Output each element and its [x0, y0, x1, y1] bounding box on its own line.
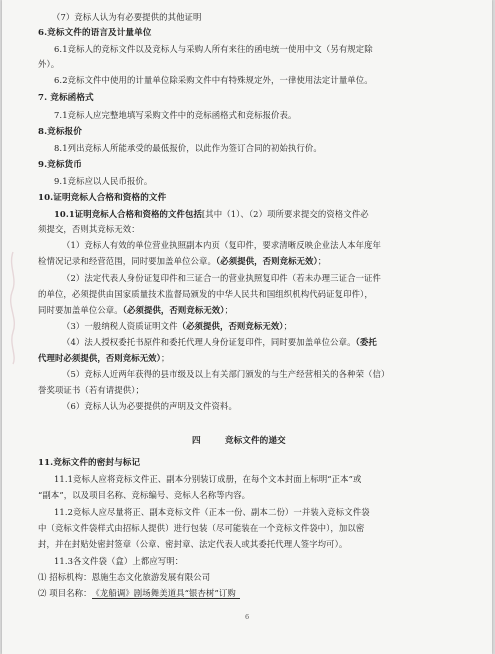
- item-2-cont: 的单位，必须提供由国家质量技术监督局颁发的中华人民共和国组织机构代码证复印件），: [38, 289, 373, 299]
- line-10-1-cont: 须提交，否则其竞标无效：: [38, 224, 140, 234]
- item-2: （2）法定代表人身份证复印件和三证合一的营业执照复印件（若未办理三证合一证件: [62, 273, 382, 283]
- item-3-end: ；: [283, 321, 293, 331]
- item-3-text: （3）一般纳税人资质证明文件: [62, 321, 178, 331]
- item-4-note: （委托: [355, 337, 377, 347]
- item-2-end: ；: [224, 305, 234, 315]
- line-10-1-bold: 10.1证明竞标人合格和资格的文件包括: [54, 209, 202, 219]
- item-2-text: 同时要加盖单位公章。: [38, 305, 123, 315]
- document-page: [2, 0, 492, 654]
- section-4-title: [192, 436, 286, 447]
- item-3-note: （必须提供，否则竞标无效）: [177, 321, 284, 331]
- heading-9: 9.竞标货币: [38, 160, 82, 170]
- line-11-2: 11.2竞标人应尽量将正、副本竞标文件（正本一份、副本二份）一并装入竞标文件袋: [54, 507, 370, 517]
- item-1-cont: [38, 256, 326, 267]
- section-4-label: 竞标文件的递交: [224, 436, 286, 446]
- item-6: （6）竞标人认为必要提供的声明及文件资料。: [62, 401, 237, 411]
- line-7-1: 7.1竞标人应完整地填写采购文件中的竞标函格式和竞标报价表。: [54, 110, 297, 120]
- line-11-3-1: ⑴ 招标机构：恩施生态文化旅游发展有限公司: [38, 572, 211, 582]
- line-10-1: [54, 209, 369, 220]
- heading-8: 8.竞标报价: [38, 127, 82, 137]
- item-4-text: （4）法人授权委托书原件和委托代理人身份证复印件，同时要加盖单位公章。: [62, 337, 356, 347]
- item-1-end: ；: [317, 256, 327, 266]
- line-6-1-cont: 外）。: [38, 59, 60, 69]
- line-11-3: 11.3各文件袋（盒）上都应写明：: [54, 556, 184, 566]
- line-8-1: 8.1列出竞标人所能承受的最低报价，以此作为签订合同的初始执行价。: [54, 143, 322, 153]
- item-2-note: （必须提供，否则竞标无效）: [122, 305, 225, 315]
- item-1-note: （必须提供，否则竞标无效）: [215, 256, 318, 266]
- item-1-text: 检情况记录和经营范围，同时要加盖单位公章。: [38, 256, 216, 266]
- item-3: [62, 321, 292, 332]
- item-4: [62, 337, 377, 348]
- line-6-2: 6.2竞标文件中使用的计量单位除采购文件中有特殊规定外，一律使用法定计量单位。: [54, 75, 373, 85]
- line-6-1: 6.1竞标人的竞标文件以及竞标人与采购人所有来往的函电统一使用中文（另有规定除: [54, 44, 373, 54]
- item-5-cont: 誉奖项证书（若有请提供）；: [38, 385, 144, 395]
- item-4-note-cont: 代理时必须提供，否则竞标无效）: [38, 353, 161, 363]
- heading-10: 10.证明竞标人合格和资格的文件: [38, 193, 167, 203]
- heading-11: 11.竞标文件的密封与标记: [38, 458, 141, 468]
- item-4-end: ；: [160, 353, 170, 363]
- line-11-1: 11.1竞标人应将竞标文件正、副本分别装订成册，在每个文本封面上标明“正本”或: [54, 474, 362, 484]
- item-4-cont: [38, 353, 169, 364]
- item-1: （1）竞标人有效的单位营业执照副本内页（复印件，要求清晰反映企业法人本年度年: [62, 240, 382, 250]
- page-number: 6: [245, 613, 250, 621]
- line-10-1-rest: [其中（1）、（2）项所要求提交的资格文件必: [201, 209, 369, 219]
- line-11-1-cont: “副本”，以及项目名称、竞标编号、竞标人名称等内容。: [38, 490, 251, 500]
- heading-6: 6.竞标文件的语言及计量单位: [38, 28, 152, 38]
- section-4-number: 四: [192, 436, 201, 446]
- project-name-value: 《龙船调》剧场舞美道具“银杏树”订购: [92, 588, 240, 599]
- line-11-2-cont: 中（竞标文件袋样式由招标人提供）进行包装（尽可能装在一个竞标文件袋中），加以密: [38, 523, 365, 533]
- seal-stamp-trace: [6, 248, 20, 368]
- line-9-1: 9.1竞标应以人民币报价。: [54, 176, 153, 186]
- item-2-cont-2: [38, 305, 233, 316]
- heading-7: 7. 竞标函格式: [38, 93, 94, 103]
- line-1: （7）竞标人认为有必要提供的其他证明: [52, 12, 202, 22]
- project-name-label: ⑵ 项目名称：: [38, 588, 92, 598]
- line-11-3-2: [38, 588, 240, 599]
- item-5: （5）竞标人近两年获得的县市级及以上有关部门颁发的与生产经营相关的各种荣（信）: [62, 369, 390, 379]
- line-11-2-cont-2: 封，并在封贴处密封签章（公章、密封章、法定代表人或其委托代理人签字均可）。: [38, 539, 348, 549]
